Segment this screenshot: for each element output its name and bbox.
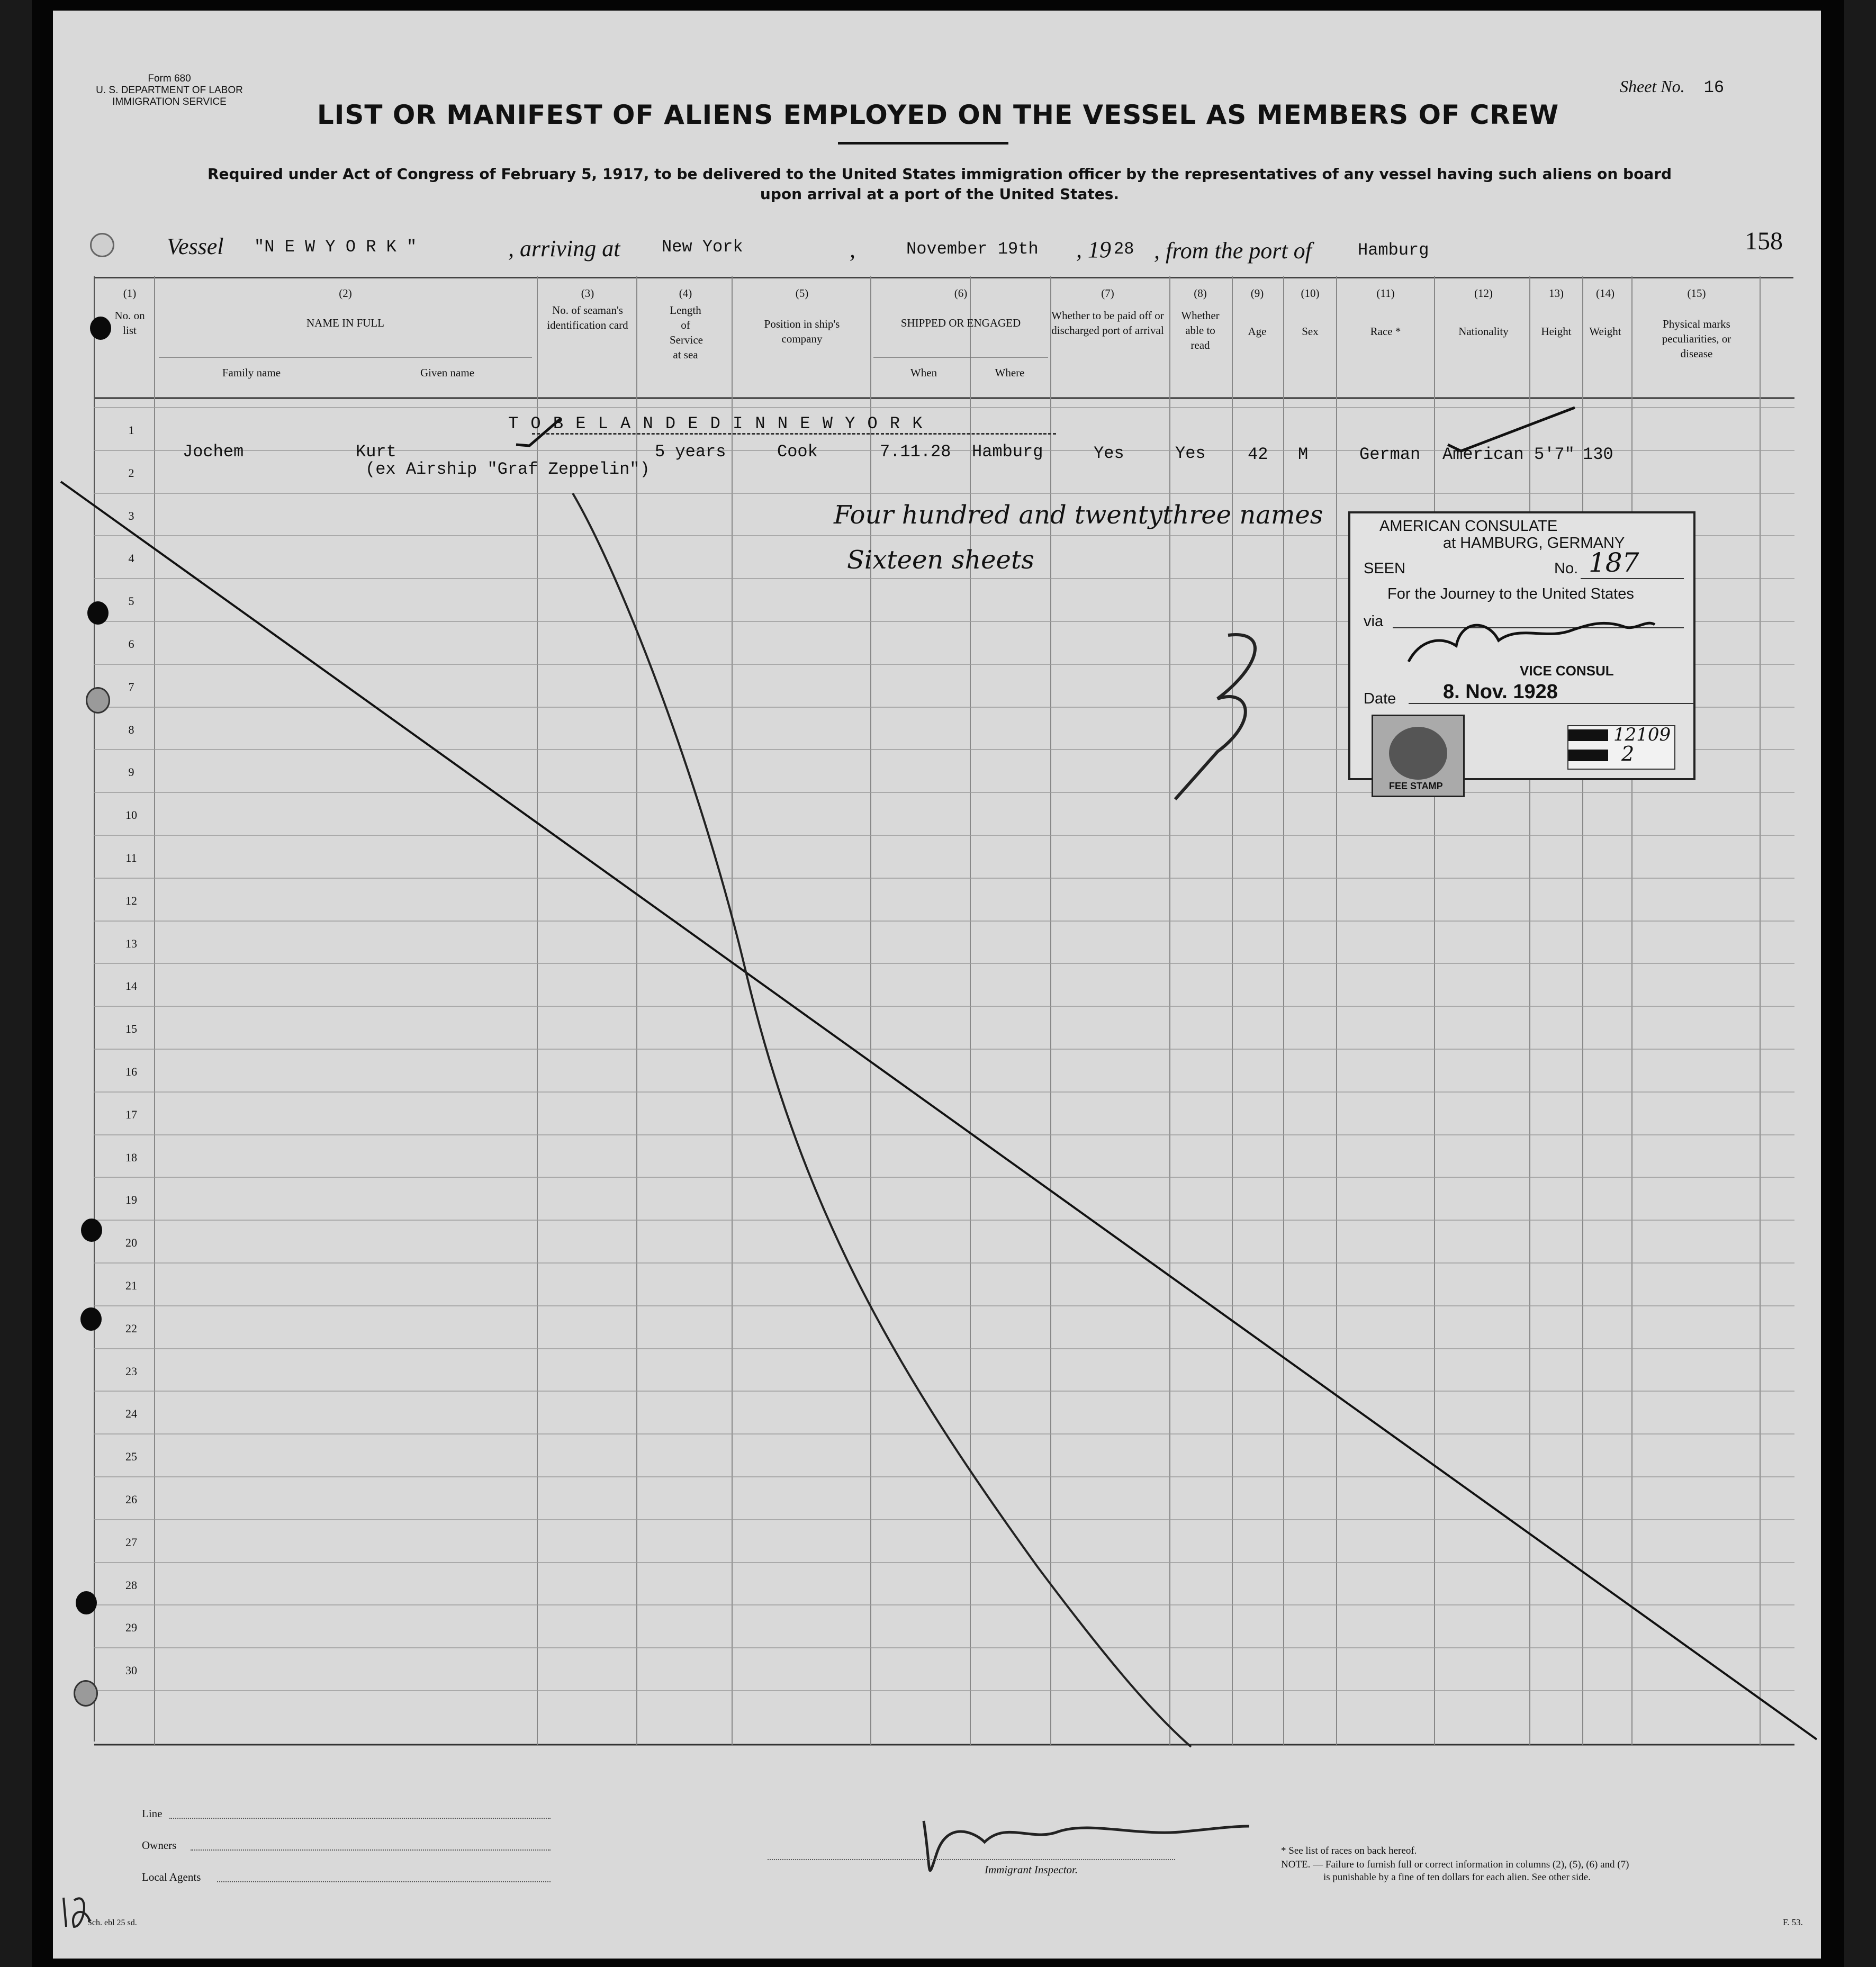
fee-box bbox=[1567, 725, 1675, 770]
col-2-given-header: Given name bbox=[420, 366, 475, 379]
fee-stamp bbox=[1372, 715, 1465, 797]
entry-family-name: Jochem bbox=[183, 442, 244, 462]
col-13-label: Height bbox=[1541, 325, 1572, 338]
entry-position: Cook bbox=[777, 442, 818, 462]
col-15-label: Physical marks peculiarities, or disease bbox=[1662, 318, 1731, 360]
col-1-num: (1) bbox=[123, 287, 137, 300]
punch-hole bbox=[81, 1219, 102, 1242]
handwritten-note-sheets: Sixteen sheets bbox=[847, 545, 1034, 575]
footer-inspector-label: Immigrant Inspector. bbox=[985, 1863, 1078, 1876]
fee-no: 12109 bbox=[1613, 724, 1671, 745]
row-number: 20 bbox=[125, 1236, 137, 1249]
col-5-label: Position in ship's company bbox=[764, 318, 840, 345]
nationality-checkmark bbox=[1448, 408, 1575, 451]
row-number: 11 bbox=[125, 851, 137, 864]
fee-no-label-block bbox=[1568, 729, 1608, 741]
consulate-stamp bbox=[1348, 511, 1695, 791]
col-5-num: (5) bbox=[795, 287, 809, 300]
departure-port: Hamburg bbox=[1358, 240, 1429, 260]
row-number: 25 bbox=[125, 1450, 137, 1463]
fee-stamp-seal bbox=[1389, 727, 1447, 780]
col-7-label: Whether to be paid off or discharged port of arrival bbox=[1051, 309, 1164, 337]
col-9-label: Age bbox=[1248, 325, 1267, 338]
row-number: 9 bbox=[128, 765, 134, 779]
entry-race: German bbox=[1359, 445, 1421, 464]
col-12-num: (12) bbox=[1474, 287, 1493, 300]
entry-height: 5'7" bbox=[1534, 445, 1575, 464]
footer-inspector-rule bbox=[768, 1859, 1175, 1860]
row-number: 30 bbox=[125, 1664, 137, 1677]
stamp-journey: For the Journey to the United States bbox=[1387, 585, 1634, 602]
row-number: 22 bbox=[125, 1322, 137, 1335]
col-2-label: NAME IN FULL bbox=[306, 317, 384, 329]
col-13-num: 13) bbox=[1549, 287, 1564, 300]
stamp-location: at HAMBURG, GERMANY bbox=[1443, 535, 1625, 552]
col-8-num: (8) bbox=[1194, 287, 1207, 300]
col-10-num: (10) bbox=[1301, 287, 1320, 300]
stamp-seen: SEEN bbox=[1364, 560, 1405, 577]
stamp-date-label: Date bbox=[1364, 690, 1396, 707]
year-prefix: , 19 bbox=[1076, 237, 1111, 263]
page-number: 158 bbox=[1745, 227, 1783, 255]
col-14-num: (14) bbox=[1596, 287, 1615, 300]
footer-race-note: * See list of races on back hereof. bbox=[1281, 1845, 1417, 1856]
fee-amount: 2 bbox=[1621, 742, 1635, 765]
col-6-where-header: Where bbox=[995, 366, 1025, 379]
row-number: 12 bbox=[125, 894, 137, 907]
subtitle-line-1: Required under Act of Congress of February 5, 1917, to be delivered to the United States immigration officer by the representatives of any vessel having such aliens on board bbox=[207, 165, 1672, 183]
row-number: 3 bbox=[128, 509, 134, 522]
service: IMMIGRATION SERVICE bbox=[112, 96, 227, 107]
col-7-num: (7) bbox=[1101, 287, 1114, 300]
row-number: 15 bbox=[125, 1022, 137, 1035]
footer-note-2: is punishable by a fine of ten dollars for each alien. See other side. bbox=[1323, 1872, 1591, 1883]
col-4-num: (4) bbox=[679, 287, 692, 300]
punch-hole bbox=[87, 601, 109, 625]
entry-nationality: American bbox=[1442, 445, 1524, 464]
arrival-year: 28 bbox=[1114, 239, 1134, 259]
row-number: 1 bbox=[128, 423, 134, 437]
col-15-num: (15) bbox=[1687, 287, 1706, 300]
col-6-num: (6) bbox=[954, 287, 968, 300]
entry-note: (ex Airship "Graf Zeppelin") bbox=[365, 459, 650, 479]
sheet-value: 16 bbox=[1703, 78, 1725, 97]
footer-owners-label: Owners bbox=[142, 1839, 177, 1852]
row-number: 27 bbox=[125, 1536, 137, 1549]
arriving-label: , arriving at bbox=[508, 236, 620, 261]
col-10-label: Sex bbox=[1302, 325, 1319, 338]
footer-form-code: F. 53. bbox=[1783, 1917, 1803, 1927]
entry-able-to-read: Yes bbox=[1175, 444, 1206, 463]
from-label: , from the port of bbox=[1154, 238, 1312, 264]
col-3-label: No. of seaman's identification card bbox=[547, 304, 628, 331]
sheet-label: Sheet No. bbox=[1620, 77, 1685, 96]
stamp-date-rule bbox=[1409, 703, 1694, 704]
footer-line-label: Line bbox=[142, 1807, 163, 1820]
col-2-num: (2) bbox=[339, 287, 352, 300]
fee-stamp-label: FEE STAMP bbox=[1389, 781, 1443, 791]
arrival-date: November 19th bbox=[906, 239, 1039, 259]
row-number: 4 bbox=[128, 552, 134, 565]
row-number: 13 bbox=[125, 937, 137, 950]
landed-note: T O B E L A N D E D I N N E W Y O R K bbox=[508, 414, 924, 434]
col-12-label: Nationality bbox=[1458, 325, 1509, 338]
footer-agents-label: Local Agents bbox=[142, 1871, 201, 1883]
entry-age: 42 bbox=[1248, 445, 1268, 464]
entry-service: 5 years bbox=[655, 442, 726, 462]
row-number: 29 bbox=[125, 1621, 137, 1634]
row-number: 2 bbox=[128, 466, 134, 480]
col-4-label: Length of Service at sea bbox=[670, 304, 703, 361]
footer-agents-rule bbox=[217, 1881, 551, 1882]
corner-page-mark bbox=[64, 1898, 90, 1927]
subtitle-line-2: upon arrival at a port of the United States. bbox=[760, 185, 1120, 203]
row-number: 14 bbox=[125, 979, 137, 992]
stamp-no-value: 187 bbox=[1589, 547, 1639, 578]
footer-note-1: NOTE. — Failure to furnish full or correct information in columns (2), (5), (6) and (7) bbox=[1281, 1859, 1629, 1870]
col-6-label: SHIPPED OR ENGAGED bbox=[900, 317, 1021, 329]
entry-shipped-where: Hamburg bbox=[972, 442, 1043, 462]
row-number: 19 bbox=[125, 1193, 137, 1206]
footer-owners-rule bbox=[191, 1849, 551, 1851]
punch-hole bbox=[90, 317, 111, 340]
fee-amount-label-block bbox=[1568, 750, 1608, 761]
row-number: 24 bbox=[125, 1407, 137, 1420]
row-number: 23 bbox=[125, 1365, 137, 1378]
row-number: 16 bbox=[125, 1065, 137, 1078]
punch-hole bbox=[86, 687, 110, 714]
row-number: 28 bbox=[125, 1578, 137, 1592]
row-number: 18 bbox=[125, 1151, 137, 1164]
page-title: LIST OR MANIFEST OF ALIENS EMPLOYED ON THE VESSEL AS MEMBERS OF CREW bbox=[317, 100, 1559, 130]
vessel-name: "N E W Y O R K " bbox=[254, 237, 417, 257]
stamp-date: 8. Nov. 1928 bbox=[1443, 681, 1558, 703]
handwritten-initial-mark bbox=[1175, 635, 1255, 799]
entry-sex: M bbox=[1298, 445, 1309, 464]
punch-hole bbox=[80, 1307, 102, 1331]
row-number: 8 bbox=[128, 723, 134, 736]
footer-schedule: Sch. ebl 25 sd. bbox=[87, 1918, 137, 1927]
comma-separator: , bbox=[850, 237, 855, 263]
landed-checkmark bbox=[516, 418, 561, 446]
handwritten-note-names: Four hundred and twentythree names bbox=[834, 500, 1323, 530]
col-11-num: (11) bbox=[1376, 287, 1395, 300]
row-number: 17 bbox=[125, 1108, 137, 1121]
row-number: 26 bbox=[125, 1493, 137, 1506]
curved-cancel-line bbox=[573, 493, 1191, 1747]
col-2-family-header: Family name bbox=[222, 366, 281, 379]
row-number: 6 bbox=[128, 637, 134, 651]
entry-paid-off: Yes bbox=[1094, 444, 1124, 463]
form-number: Form 680 bbox=[148, 73, 191, 84]
row-number: 7 bbox=[128, 680, 134, 693]
entry-given-name: Kurt bbox=[356, 442, 396, 462]
row-number: 21 bbox=[125, 1279, 137, 1292]
inspector-signature bbox=[924, 1821, 1249, 1871]
col-9-num: (9) bbox=[1250, 287, 1264, 300]
col-6-when-header: When bbox=[910, 366, 937, 379]
stamp-consulate: AMERICAN CONSULATE bbox=[1379, 518, 1558, 535]
vessel-label: Vessel bbox=[167, 233, 224, 259]
col-8-label: Whether able to read bbox=[1181, 309, 1220, 351]
col-11-label: Race * bbox=[1370, 325, 1401, 338]
col-3-num: (3) bbox=[581, 287, 594, 300]
col-1-label: No. on list bbox=[114, 309, 145, 337]
entry-shipped-when: 7.11.28 bbox=[880, 442, 951, 462]
row-number: 5 bbox=[128, 594, 134, 608]
footer-line-rule bbox=[169, 1818, 551, 1819]
punch-hole bbox=[74, 1680, 98, 1707]
stamp-via: via bbox=[1364, 613, 1384, 630]
punch-hole bbox=[76, 1591, 97, 1614]
entry-weight: 130 bbox=[1583, 445, 1613, 464]
arriving-port: New York bbox=[662, 237, 743, 257]
row-number: 10 bbox=[125, 808, 137, 822]
stamp-no-label: No. bbox=[1554, 560, 1579, 577]
col-14-label: Weight bbox=[1589, 325, 1621, 338]
stamp-vice-consul: VICE CONSUL bbox=[1520, 663, 1614, 679]
department: U. S. DEPARTMENT OF LABOR bbox=[96, 85, 243, 96]
